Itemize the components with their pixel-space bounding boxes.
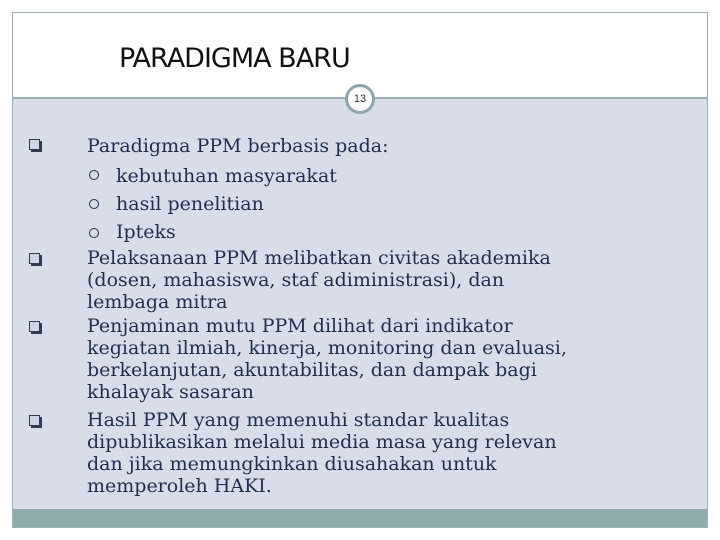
bullet-line: Pelaksanaan PPM melibatkan civitas akademika bbox=[87, 247, 551, 269]
ring-bullet-icon bbox=[89, 228, 99, 238]
bullet-text bbox=[87, 315, 567, 403]
bullet-text bbox=[87, 247, 551, 313]
slide-title: PARADIGMA BARU bbox=[119, 43, 350, 74]
square-bullet-icon bbox=[29, 321, 40, 332]
bullet-line: kegiatan ilmiah, kinerja, monitoring dan evaluasi, bbox=[87, 337, 567, 359]
bullet-line: dipublikasikan melalui media masa yang relevan bbox=[87, 431, 557, 453]
square-bullet-icon bbox=[29, 415, 40, 426]
sub-bullet-text: Ipteks bbox=[116, 221, 176, 243]
bullet-line: (dosen, mahasiswa, staf adiministrasi), dan bbox=[87, 269, 505, 291]
sub-bullet-text: kebutuhan masyarakat bbox=[116, 165, 337, 187]
ring-bullet-icon bbox=[89, 170, 99, 180]
bullet-line: dan jika memungkinkan diusahakan untuk bbox=[87, 453, 497, 475]
bullet-line: memperoleh HAKI. bbox=[87, 475, 272, 497]
bullet-line: khalayak sasaran bbox=[87, 381, 254, 403]
bullet-line: Hasil PPM yang memenuhi standar kualitas bbox=[87, 409, 510, 431]
bullet-text: Paradigma PPM berbasis pada: bbox=[87, 135, 389, 157]
bullet-line: lembaga mitra bbox=[87, 291, 228, 313]
square-bullet-icon bbox=[29, 253, 40, 264]
slide-frame bbox=[12, 12, 708, 528]
slide-number-badge: 13 bbox=[345, 84, 375, 114]
ring-bullet-icon bbox=[89, 199, 99, 209]
bullet-line: berkelanjutan, akuntabilitas, dan dampak bagi bbox=[87, 359, 537, 381]
sub-bullet-text: hasil penelitian bbox=[116, 193, 264, 215]
slide-footer-bar bbox=[13, 509, 707, 527]
bullet-text bbox=[87, 409, 557, 497]
square-bullet-icon bbox=[29, 139, 40, 150]
bullet-line: Penjaminan mutu PPM dilihat dari indikator bbox=[87, 315, 513, 337]
slide-content bbox=[13, 99, 707, 511]
